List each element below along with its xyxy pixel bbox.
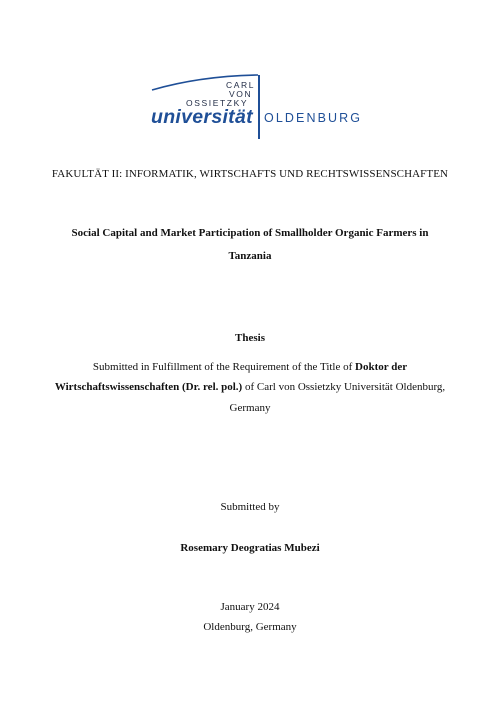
author-name: Rosemary Deogratias Mubezi [180, 542, 320, 554]
logo-ossietzky: OSSIETZKY [186, 98, 249, 108]
logo-divider [258, 75, 260, 139]
submission-line1-text: Submitted in Fulfillment of the Requirement of the Title of [92, 361, 356, 373]
document-type: Thesis [235, 332, 265, 344]
submission-line2 [0, 380, 500, 394]
submission-place: Oldenburg, Germany [203, 621, 297, 633]
logo-carl: CARL [226, 80, 256, 90]
submission-line2-text: of Carl von Ossietzky Universität Oldenburg, [242, 381, 446, 393]
faculty-heading: FAKULTÄT II: INFORMATIK, WIRTSCHAFTS UND RECHTSWISSENSCHAFTEN [51, 168, 449, 180]
logo-oldenburg: OLDENBURG [264, 111, 363, 125]
thesis-title-line1: Social Capital and Market Participation of Smallholder Organic Farmers in [71, 227, 429, 239]
submission-line3: Germany [229, 402, 271, 414]
submission-degree-part2: Wirtschaftswissenschaften (Dr. rel. pol.) [54, 381, 243, 393]
submission-degree-part1: Doktor der [355, 361, 408, 373]
logo-von: VON [229, 89, 253, 99]
submitted-by-label: Submitted by [220, 501, 280, 513]
university-logo [150, 70, 380, 140]
submission-date: January 2024 [220, 601, 280, 613]
logo-universitaet: universität [151, 106, 253, 128]
submission-line1 [0, 360, 500, 374]
thesis-title-line2: Tanzania [228, 250, 272, 262]
